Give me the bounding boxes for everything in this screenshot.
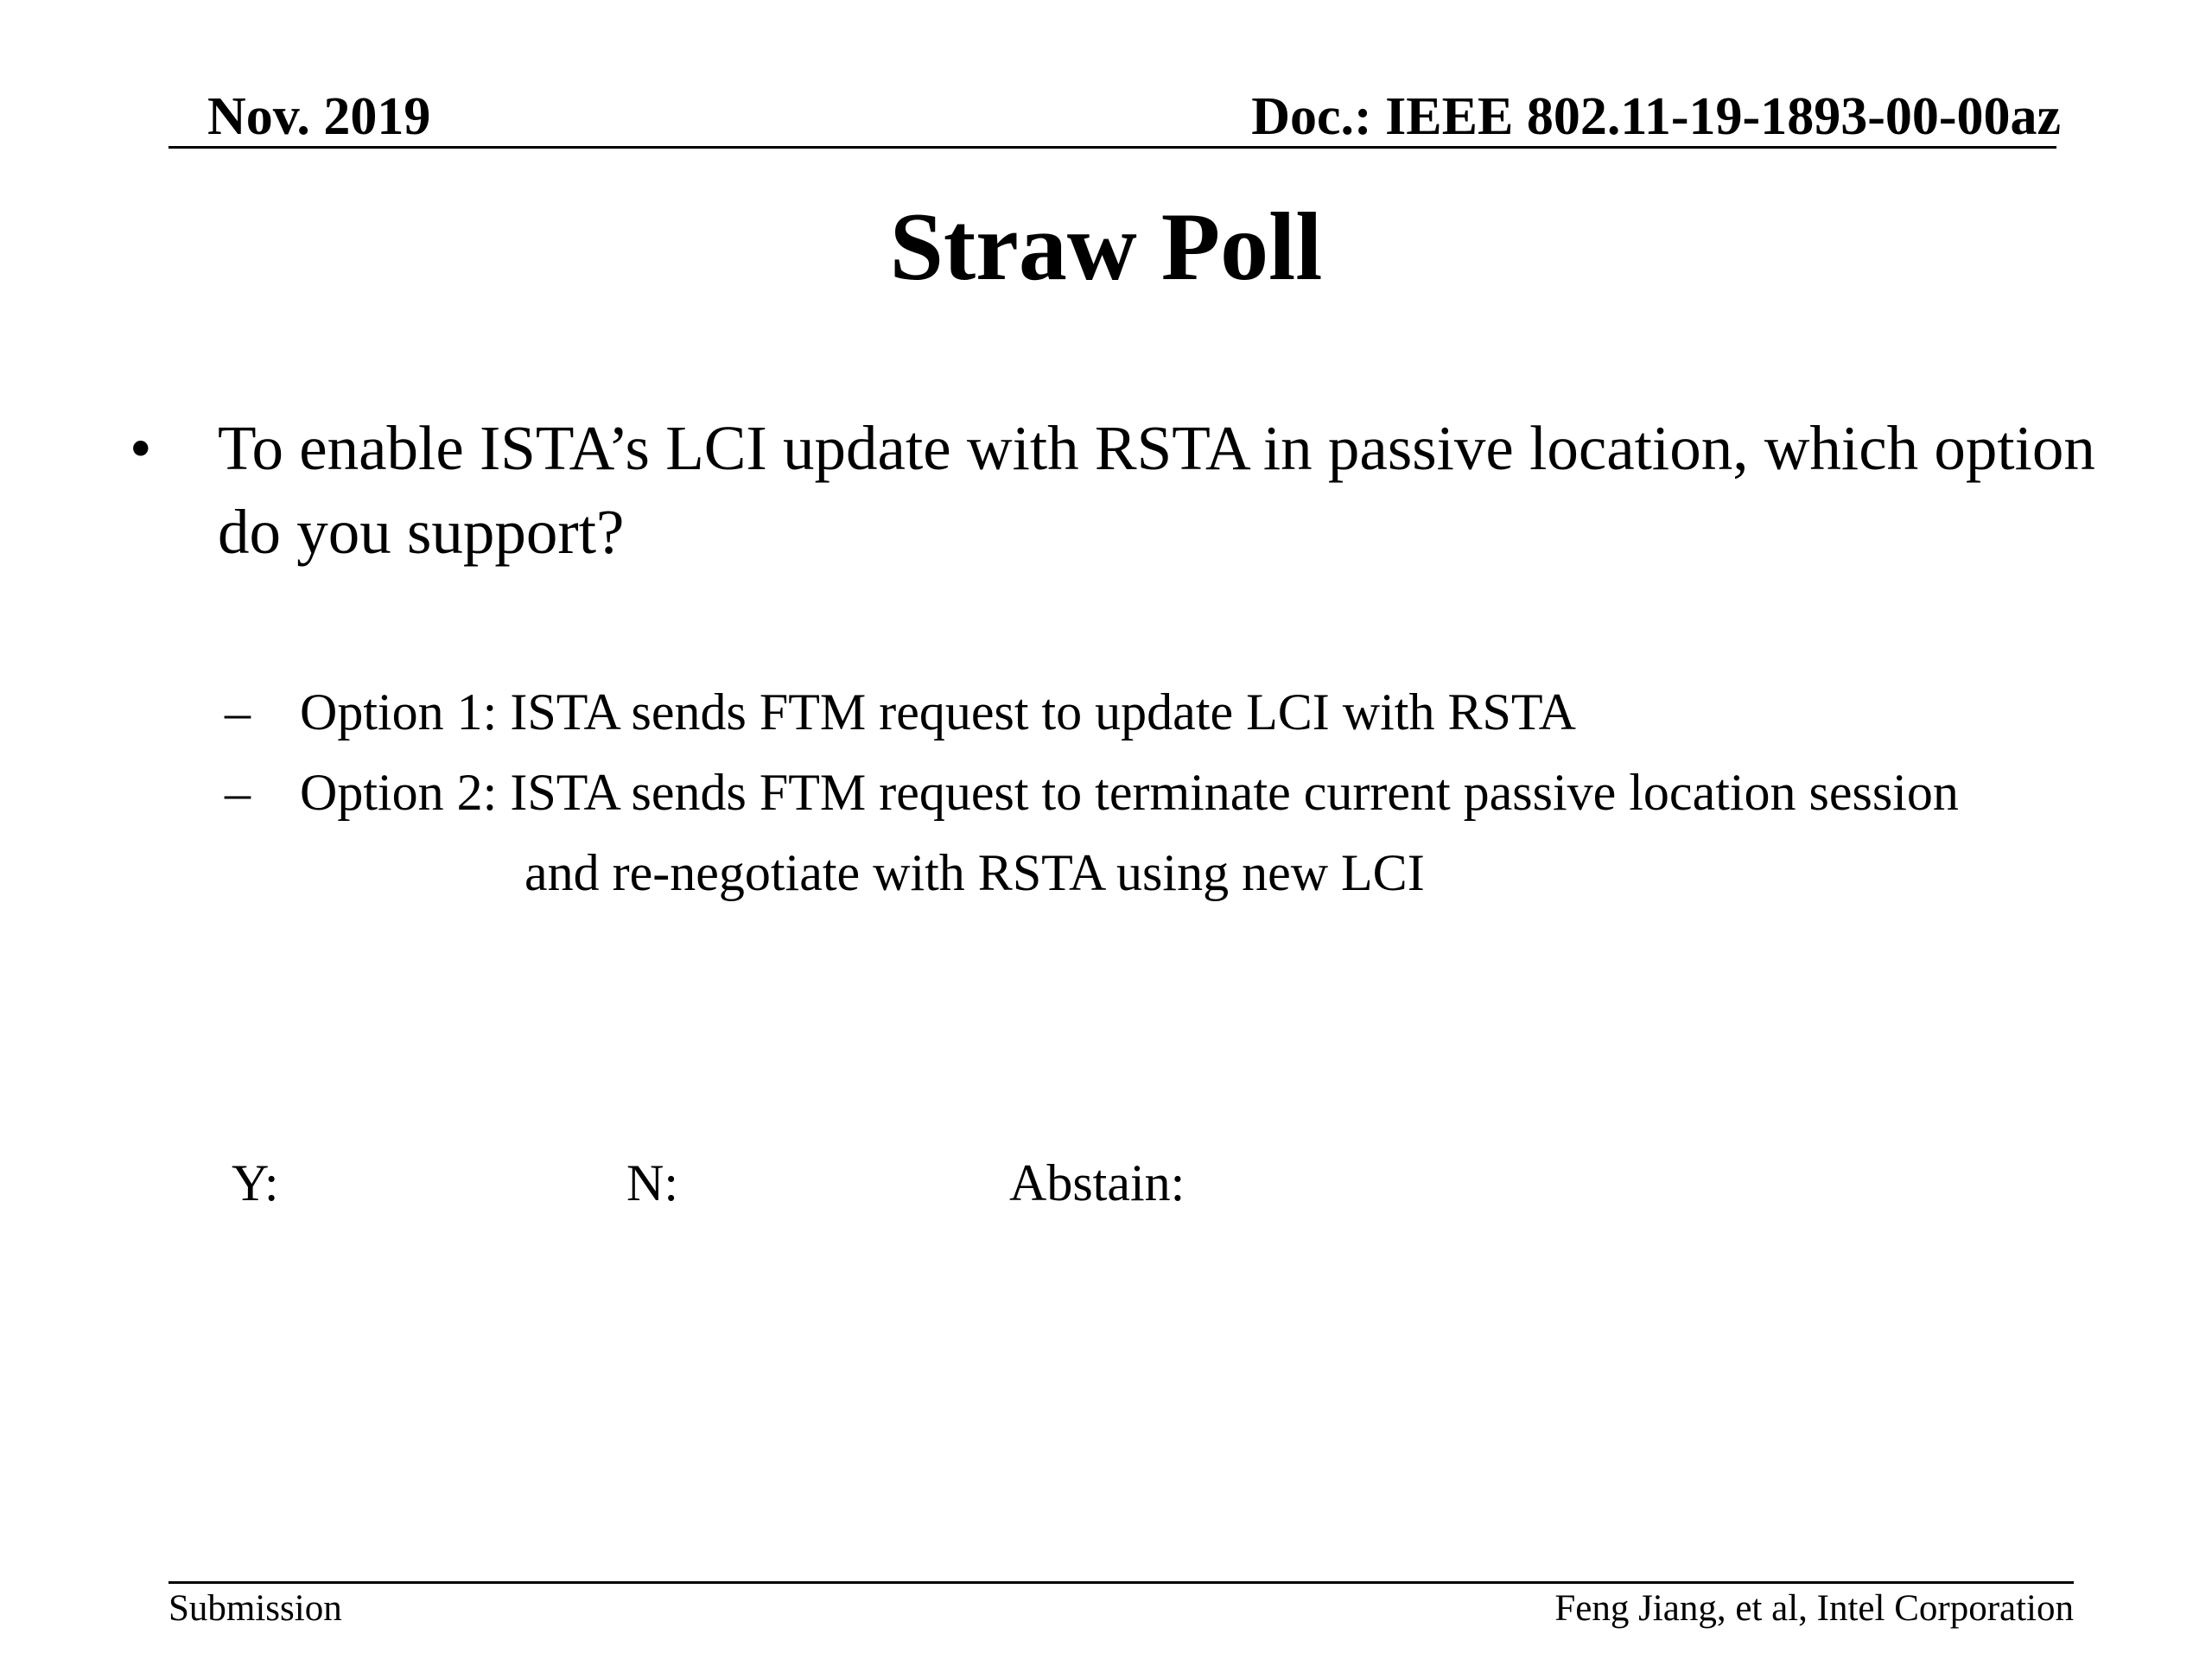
dash-marker: – <box>225 683 251 741</box>
vote-no-label: N: <box>626 1154 678 1211</box>
option-2-text: Option 2: ISTA sends FTM request to terminate current passive location session <box>300 764 1959 821</box>
option-1-text: Option 1: ISTA sends FTM request to update LCI with RSTA <box>300 683 1577 741</box>
vote-abstain-label: Abstain: <box>1009 1154 1185 1211</box>
vote-yes-label: Y: <box>232 1154 279 1211</box>
slide-title: Straw Poll <box>889 194 1323 301</box>
poll-question <box>130 406 2117 574</box>
header-doc-id: Doc.: IEEE 802.11-19-1893-00-00az <box>1251 87 2061 146</box>
header-divider <box>168 146 2056 149</box>
dash-marker: – <box>225 764 251 821</box>
footer-divider <box>168 1581 2074 1584</box>
footer-submission: Submission <box>168 1588 342 1629</box>
bullet-marker: • <box>130 413 152 483</box>
header-date: Nov. 2019 <box>207 87 431 146</box>
footer-author: Feng Jiang, et al, Intel Corporation <box>1554 1588 2074 1629</box>
poll-question-text: To enable ISTA’s LCI update with RSTA in passive location, which option do you support? <box>218 413 2095 567</box>
option-2-continuation: and re-negotiate with RSTA using new LCI <box>524 844 1425 901</box>
